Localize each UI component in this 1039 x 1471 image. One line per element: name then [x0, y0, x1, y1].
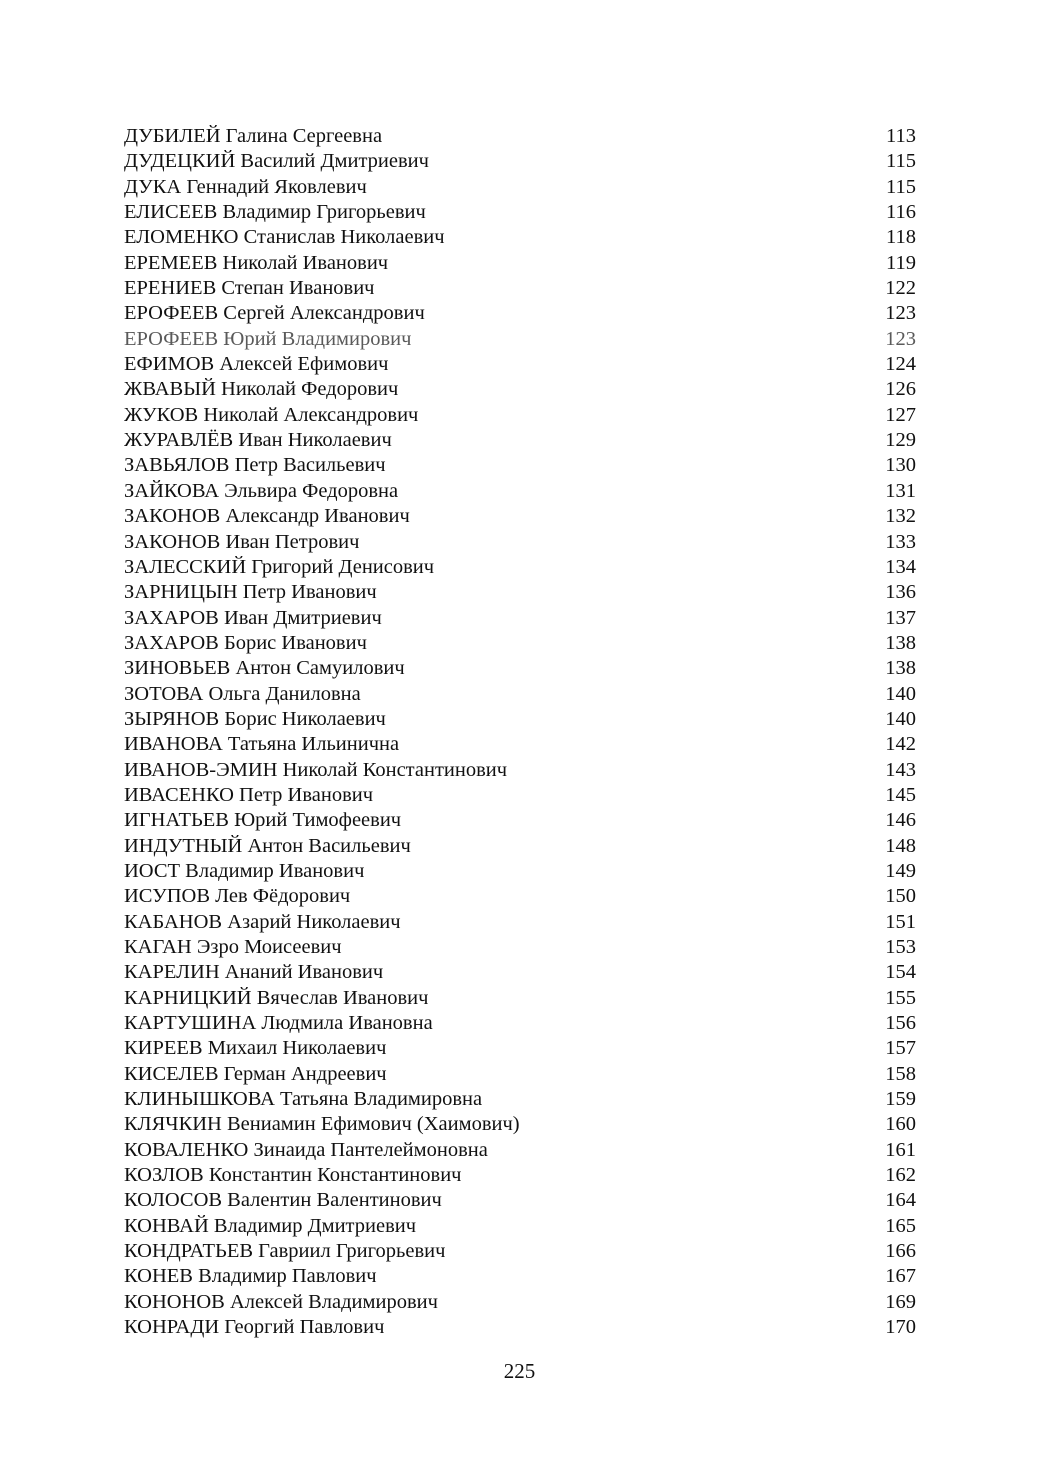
index-entry	[124, 352, 916, 377]
entry-name: КОНДРАТЬЕВ Гавриил Григорьевич	[124, 1240, 446, 1263]
entry-name: ЖВАВЫЙ Николай Федорович	[124, 378, 399, 401]
entry-page-ref: 129	[885, 429, 916, 452]
index-entry	[124, 986, 916, 1011]
entry-page-ref: 167	[885, 1265, 916, 1288]
entry-page-ref: 160	[885, 1113, 916, 1136]
entry-page-ref: 170	[885, 1316, 916, 1339]
entry-name: ЗОТОВА Ольга Даниловна	[124, 682, 361, 705]
entry-name: ЕРОФЕЕВ Юрий Владимирович	[124, 327, 412, 350]
entry-page-ref: 138	[885, 657, 916, 680]
entry-name: ЗАКОНОВ Иван Петрович	[124, 530, 360, 553]
index-entry	[124, 149, 916, 174]
entry-name: ДУКА Геннадий Яковлевич	[124, 175, 367, 198]
index-entry	[124, 1112, 916, 1137]
entry-page-ref: 162	[885, 1164, 916, 1187]
index-entry	[124, 175, 916, 200]
entry-name: ИОСТ Владимир Иванович	[124, 859, 365, 882]
entry-page-ref: 127	[885, 403, 916, 426]
entry-name: ЕФИМОВ Алексей Ефимович	[124, 353, 389, 376]
index-entry	[124, 1290, 916, 1315]
index-entry	[124, 859, 916, 884]
index-entry	[124, 276, 916, 301]
entry-page-ref: 169	[885, 1290, 916, 1313]
index-entry	[124, 783, 916, 808]
entry-name: ЗАЙКОВА Эльвира Федоровна	[124, 479, 399, 502]
entry-name: КОЛОСОВ Валентин Валентинович	[124, 1189, 442, 1212]
entry-name: КАРТУШИНА Людмила Ивановна	[124, 1012, 433, 1035]
name-index-list	[124, 124, 916, 1341]
entry-name: ЕРЕМЕЕВ Николай Иванович	[124, 251, 389, 274]
index-entry	[124, 707, 916, 732]
entry-name: КИСЕЛЕВ Герман Андреевич	[124, 1062, 387, 1085]
entry-page-ref: 138	[885, 631, 916, 654]
index-entry	[124, 1188, 916, 1213]
entry-page-ref: 134	[885, 555, 916, 578]
index-entry	[124, 834, 916, 859]
entry-name: КАРНИЦКИЙ Вячеслав Иванович	[124, 986, 429, 1009]
index-entry	[124, 1214, 916, 1239]
entry-name: ЗЫРЯНОВ Борис Николаевич	[124, 707, 386, 730]
entry-page-ref: 124	[885, 353, 916, 376]
entry-name: ЕРОФЕЕВ Сергей Александрович	[124, 302, 425, 325]
entry-name: КАРЕЛИН Ананий Иванович	[124, 961, 384, 984]
entry-page-ref: 131	[885, 479, 916, 502]
index-entry	[124, 1062, 916, 1087]
entry-page-ref: 142	[885, 733, 916, 756]
entry-name: ИВАСЕНКО Петр Иванович	[124, 783, 374, 806]
entry-page-ref: 122	[885, 277, 916, 300]
entry-page-ref: 146	[885, 809, 916, 832]
index-entry	[124, 960, 916, 985]
index-entry	[124, 530, 916, 555]
index-entry	[124, 935, 916, 960]
entry-page-ref: 140	[885, 707, 916, 730]
index-entry	[124, 428, 916, 453]
entry-page-ref: 116	[886, 201, 916, 224]
page-number: 225	[503, 1359, 536, 1383]
entry-name: ЗИНОВЬЕВ Антон Самуилович	[124, 657, 405, 680]
index-entry	[124, 555, 916, 580]
index-entry	[124, 453, 916, 478]
index-entry	[124, 377, 916, 402]
index-entry	[124, 682, 916, 707]
index-entry	[124, 225, 916, 250]
index-entry	[124, 200, 916, 225]
entry-name: КЛЯЧКИН Вениамин Ефимович (Хаимович)	[124, 1113, 520, 1136]
entry-page-ref: 118	[886, 226, 916, 249]
index-entry	[124, 327, 916, 352]
entry-name: ИВАНОВА Татьяна Ильинична	[124, 733, 400, 756]
entry-page-ref: 130	[885, 454, 916, 477]
entry-name: ДУДЕЦКИЙ Василий Дмитриевич	[124, 150, 429, 173]
index-entry	[124, 656, 916, 681]
entry-page-ref: 166	[885, 1240, 916, 1263]
entry-page-ref: 156	[885, 1012, 916, 1035]
entry-name: КОНВАЙ Владимир Дмитриевич	[124, 1214, 417, 1237]
index-entry	[124, 580, 916, 605]
entry-page-ref: 158	[885, 1062, 916, 1085]
entry-name: КОЗЛОВ Константин Константинович	[124, 1164, 462, 1187]
entry-page-ref: 137	[885, 606, 916, 629]
entry-page-ref: 143	[885, 758, 916, 781]
entry-page-ref: 153	[885, 936, 916, 958]
entry-page-ref: 123	[885, 302, 916, 325]
entry-page-ref: 164	[885, 1189, 916, 1212]
index-entry	[124, 732, 916, 757]
entry-name: ИНДУТНЫЙ Антон Васильевич	[124, 834, 411, 857]
index-entry	[124, 631, 916, 656]
entry-page-ref: 119	[886, 251, 916, 274]
entry-page-ref: 165	[885, 1214, 916, 1237]
entry-page-ref: 161	[885, 1138, 916, 1161]
entry-name: ИГНАТЬЕВ Юрий Тимофеевич	[124, 809, 402, 832]
entry-name: ЕЛОМЕНКО Станислав Николаевич	[124, 226, 445, 249]
entry-name: ЗАРНИЦЫН Петр Иванович	[124, 581, 377, 604]
entry-name: ЗАХАРОВ Борис Иванович	[124, 631, 367, 654]
index-entry	[124, 1011, 916, 1036]
index-entry	[124, 1087, 916, 1112]
index-entry	[124, 606, 916, 631]
index-entry	[124, 479, 916, 504]
entry-page-ref: 148	[885, 834, 916, 857]
entry-name: ЗАХАРОВ Иван Дмитриевич	[124, 606, 382, 629]
entry-page-ref: 140	[885, 682, 916, 705]
index-entry	[124, 910, 916, 935]
entry-page-ref: 159	[885, 1088, 916, 1111]
index-entry	[124, 251, 916, 276]
entry-name: ЖУКОВ Николай Александрович	[124, 403, 419, 426]
entry-page-ref: 132	[885, 505, 916, 528]
index-entry	[124, 808, 916, 833]
entry-page-ref: 115	[886, 175, 916, 198]
index-entry	[124, 758, 916, 783]
entry-page-ref: 145	[885, 783, 916, 806]
index-entry	[124, 884, 916, 909]
index-entry	[124, 1315, 916, 1340]
entry-name: КАБАНОВ Азарий Николаевич	[124, 910, 401, 933]
entry-page-ref: 113	[886, 125, 916, 147]
entry-name: ЗАЛЕССКИЙ Григорий Денисович	[124, 555, 435, 578]
entry-page-ref: 157	[885, 1037, 916, 1060]
entry-name: ЖУРАВЛЁВ Иван Николаевич	[124, 429, 392, 452]
index-entry	[124, 124, 916, 149]
entry-page-ref: 154	[885, 961, 916, 984]
entry-name: КИРЕЕВ Михаил Николаевич	[124, 1037, 387, 1060]
entry-name: ЕРЕНИЕВ Степан Иванович	[124, 277, 375, 300]
entry-name: КОНЕВ Владимир Павлович	[124, 1265, 377, 1288]
entry-page-ref: 149	[885, 859, 916, 882]
entry-name: КОНРАДИ Георгий Павлович	[124, 1316, 385, 1339]
entry-page-ref: 151	[885, 910, 916, 933]
entry-name: ДУБИЛЕЙ Галина Сергеевна	[124, 125, 383, 147]
entry-page-ref: 115	[886, 150, 916, 173]
entry-name: КЛИНЫШКОВА Татьяна Владимировна	[124, 1088, 483, 1111]
index-entry	[124, 504, 916, 529]
index-entry	[124, 403, 916, 428]
entry-name: КОНОНОВ Алексей Владимирович	[124, 1290, 438, 1313]
entry-name: ЗАВЬЯЛОВ Петр Васильевич	[124, 454, 386, 477]
entry-page-ref: 123	[885, 327, 916, 350]
entry-name: ЕЛИСЕЕВ Владимир Григорьевич	[124, 201, 426, 224]
entry-name: КАГАН Эзро Моисеевич	[124, 936, 342, 958]
index-entry	[124, 1138, 916, 1163]
entry-name: ЗАКОНОВ Александр Иванович	[124, 505, 410, 528]
entry-page-ref: 136	[885, 581, 916, 604]
index-entry	[124, 1239, 916, 1264]
index-entry	[124, 1163, 916, 1188]
entry-name: КОВАЛЕНКО Зинаида Пантелеймоновна	[124, 1138, 488, 1161]
index-entry	[124, 1036, 916, 1061]
entry-name: ИВАНОВ-ЭМИН Николай Константинович	[124, 758, 508, 781]
entry-page-ref: 126	[885, 378, 916, 401]
entry-page-ref: 155	[885, 986, 916, 1009]
entry-page-ref: 150	[885, 885, 916, 908]
entry-name: ИСУПОВ Лев Фёдорович	[124, 885, 351, 908]
index-entry	[124, 301, 916, 326]
index-entry	[124, 1264, 916, 1289]
entry-page-ref: 133	[885, 530, 916, 553]
